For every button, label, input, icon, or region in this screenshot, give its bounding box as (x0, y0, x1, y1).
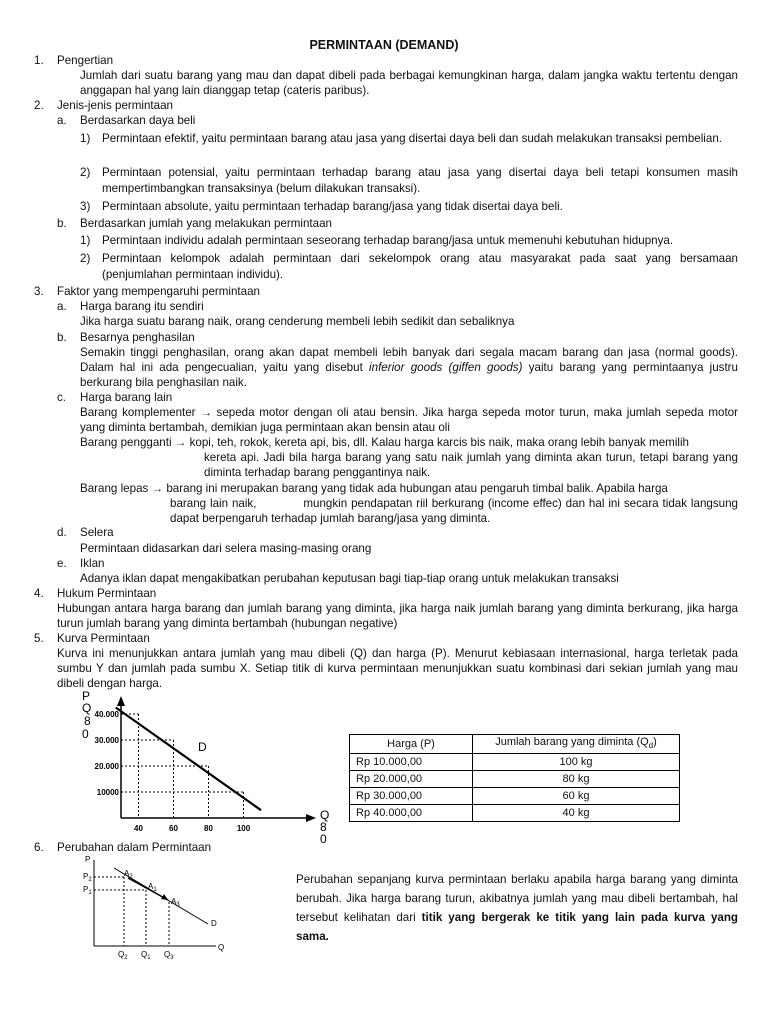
section-1-number: 1. (34, 54, 44, 67)
table-cell: 100 kg (473, 754, 680, 771)
section-2-heading: Jenis-jenis permintaan (57, 99, 173, 112)
pengganti-rest: kereta api. Jadi bila harga barang yang satu naik jumlah yang diminta akan turun, tetapi barang yang diminta terhadap barang penggantinya naik. (204, 451, 738, 479)
list-item-number: 2) (80, 252, 91, 265)
section-3-heading: Faktor yang mempengaruhi permintaan (57, 285, 260, 298)
table-cell: 40 kg (473, 805, 680, 822)
komplementer-text: Barang komplementer → sepeda motor dengan oli atau bensin. Jika harga sepeda motor turun, maka jumlah sepeda motor yang diminta bertambah, demikian juga permintaan akan bensin atau oli (80, 406, 738, 434)
section-1-heading: Pengertian (57, 54, 114, 67)
list-item-number: 1) (80, 234, 91, 247)
curve-label-d: D (198, 740, 207, 754)
section-2a-mark: a. (57, 114, 67, 127)
section-4-heading: Hukum Permintaan (57, 587, 157, 600)
x-label-8: 8 (320, 820, 327, 834)
lepas-rest: barang lain naik, mungkin pendapatan riil berkurang (income effec) dan hal ini secara tidak langsung dapat berpengaruh terhadap jumlah barang/jasa yang diminta. (170, 497, 742, 525)
section-3e-body: Adanya iklan dapat mengakibatkan perubahan keputusan bagi tiap-tiap orang untuk melakukan transaksi (80, 572, 619, 585)
diagram-q2: $Q_2$ (118, 950, 128, 960)
section-2-number: 2. (34, 99, 44, 112)
y-tick-label: 30.000 (94, 736, 119, 745)
section-3e-heading: Iklan (80, 557, 105, 570)
section-3b-mark: b. (57, 331, 67, 344)
table-row (350, 771, 680, 788)
y-axis-arrow (117, 696, 125, 706)
diagram-a2: $A_2$ (124, 869, 133, 880)
section-3d-heading: Selera (80, 526, 114, 539)
section-3c-mark: c. (57, 391, 67, 404)
section-3b-body: Semakin tinggi penghasilan, orang akan dapat membeli lebih banyak dari segala macam barang dan jasa (normal goods). Dalam hal ini ada pengecualian, yaitu yang disebut inferior goods (giffen goods) yaitu barang yang permintaanya justru berkurang bila penghasilan naik. (80, 346, 738, 389)
table-cell: Rp 30.000,00 (350, 788, 473, 805)
x-label-0: 0 (320, 832, 327, 846)
table-cell: Rp 40.000,00 (350, 805, 473, 822)
diagram-q: Q (218, 943, 225, 952)
table-cell: Rp 20.000,00 (350, 771, 473, 788)
diagram-p1: $P_1$ (83, 885, 92, 896)
section-3d-mark: d. (57, 526, 67, 539)
diagram-q1: $Q_1$ (141, 950, 151, 960)
table-header-row (350, 735, 680, 754)
x-tick-label: 100 (236, 824, 251, 833)
x-axis-arrow (306, 814, 316, 822)
section-2b-mark: b. (57, 217, 67, 230)
section-3-number: 3. (34, 285, 44, 298)
diagram-p2: $P_2$ (83, 872, 92, 883)
table-header: Harga (P) (350, 735, 473, 754)
x-tick-label: 80 (204, 824, 213, 833)
demand-chart (66, 688, 346, 850)
section-4-body: Hubungan antara harga barang dan jumlah barang yang diminta, jika harga naik jumlah barang yang diminta berkurang, jika harga turun jumlah barang yang diminta bertambah (hubungan negative) (57, 602, 738, 630)
section-3e-mark: e. (57, 557, 67, 570)
list-item-number: 2) (80, 166, 91, 179)
section-3c-heading: Harga barang lain (80, 391, 173, 404)
section-2b-heading: Berdasarkan jumlah yang melakukan permintaan (80, 217, 332, 230)
list-item: Permintaan absolute, yaitu permintaan terhadap barang/jasa yang tidak disertai daya beli. (102, 200, 563, 213)
x-tick-label: 60 (169, 824, 178, 833)
list-item: Permintaan individu adalah permintaan seseorang terhadap barang/jasa untuk memenuhi kebutuhan hidupnya. (102, 234, 674, 247)
table-row (350, 754, 680, 771)
section-3b-heading: Besarnya penghasilan (80, 331, 195, 344)
table-row (350, 805, 680, 822)
list-item-number: 3) (80, 200, 91, 213)
y-label-p: P (82, 689, 91, 703)
section-6-number: 6. (34, 841, 44, 854)
section-1-body: Jumlah dari suatu barang yang mau dan dapat dibeli pada berbagai kemungkinan harga, dalam jangka waktu tertentu dengan anggapan hal yang lain dianggap tetap (cateris paribus). (80, 69, 738, 97)
y-tick-label: 40.000 (94, 710, 119, 719)
y-tick-label: 20.000 (94, 762, 119, 771)
table-cell: 80 kg (473, 771, 680, 788)
diagram-q3: $Q_3$ (164, 950, 174, 960)
section-6-heading: Perubahan dalam Permintaan (57, 841, 212, 854)
diagram-a3: $A_3$ (171, 897, 180, 908)
diagram-d: D (211, 919, 217, 928)
list-item: Permintaan kelompok adalah permintaan dari sekelompok orang atau masyarakat pada saat yang bersamaan (penjumlahan permintaan individu). (102, 252, 738, 281)
section-5-heading: Kurva Permintaan (57, 632, 150, 645)
pengganti-lead: Barang pengganti → kopi, teh, rokok, kereta api, bis, dll. Kalau harga karcis bis naik, maka orang lebih banyak memilih (80, 436, 690, 449)
list-item: Permintaan efektif, yaitu permintaan barang atau jasa yang disertai daya beli dan sudah melakukan transaksi pembelian. (102, 132, 722, 145)
list-item: Permintaan potensial, yaitu permintaan terhadap barang atau jasa yang disertai daya beli tetapi konsumen masih mempertimbangkan transaksinya (belum dilakukan transaksi). (102, 166, 738, 195)
y-label-8: 8 (84, 714, 91, 728)
section-4-number: 4. (34, 587, 44, 600)
section-6-text: Perubahan sepanjang kurva permintaan berlaku apabila harga barang yang diminta berubah. Jika harga barang turun, akibatnya jumlah yang mau dibeli bertambah, hal tersebut kelihatan dari titik yang bergerak ke titik yang lain pada kurva yang sama. (296, 873, 738, 943)
y-tick-overlap: 0 (82, 727, 89, 741)
page-title: PERMINTAAN (DEMAND) (309, 38, 459, 52)
diagram-p: P (85, 855, 91, 864)
table-cell: Rp 10.000,00 (350, 754, 473, 771)
demand-curve-line (116, 708, 261, 811)
section-3a-mark: a. (57, 300, 67, 313)
section-3d-body: Permintaan didasarkan dari selera masing-masing orang (80, 542, 372, 555)
table-header: Jumlah barang yang diminta $(Q_d)$ (473, 735, 680, 754)
movement-along-curve-diagram (80, 854, 240, 960)
table-cell: 60 kg (473, 788, 680, 805)
chart-guides (121, 714, 244, 818)
section-5-body: Kurva ini menunjukkan antara jumlah yang mau dibeli (Q) dan harga (P). Menurut kebiasaan internasional, harga terletak pada sumbu Y dan jumlah pada sumbu X. Setiap titik di kurva permintaan menunjukkan suatu kombinasi dari sekian jumlah yang mau dibeli dengan harga. (57, 647, 738, 690)
x-label-q: Q (320, 808, 330, 822)
y-tick-label: 10000 (96, 788, 119, 797)
list-item-number: 1) (80, 132, 91, 145)
section-5-number: 5. (34, 632, 44, 645)
price-quantity-table (349, 734, 680, 822)
section-3a-heading: Harga barang itu sendiri (80, 300, 204, 313)
section-3a-body: Jika harga suatu barang naik, orang cenderung membeli lebih sedikit dan sebaliknya (80, 315, 515, 328)
lepas-lead: Barang lepas → barang ini merupakan barang yang tidak ada hubungan atau pengaruh timbal balik. Apabila harga (80, 482, 668, 495)
section-2a-heading: Berdasarkan daya beli (80, 114, 196, 127)
y-label-q: Q (82, 701, 92, 715)
diagram-a1: $A_1$ (148, 882, 157, 893)
x-tick-label: 40 (134, 824, 143, 833)
table-row (350, 788, 680, 805)
